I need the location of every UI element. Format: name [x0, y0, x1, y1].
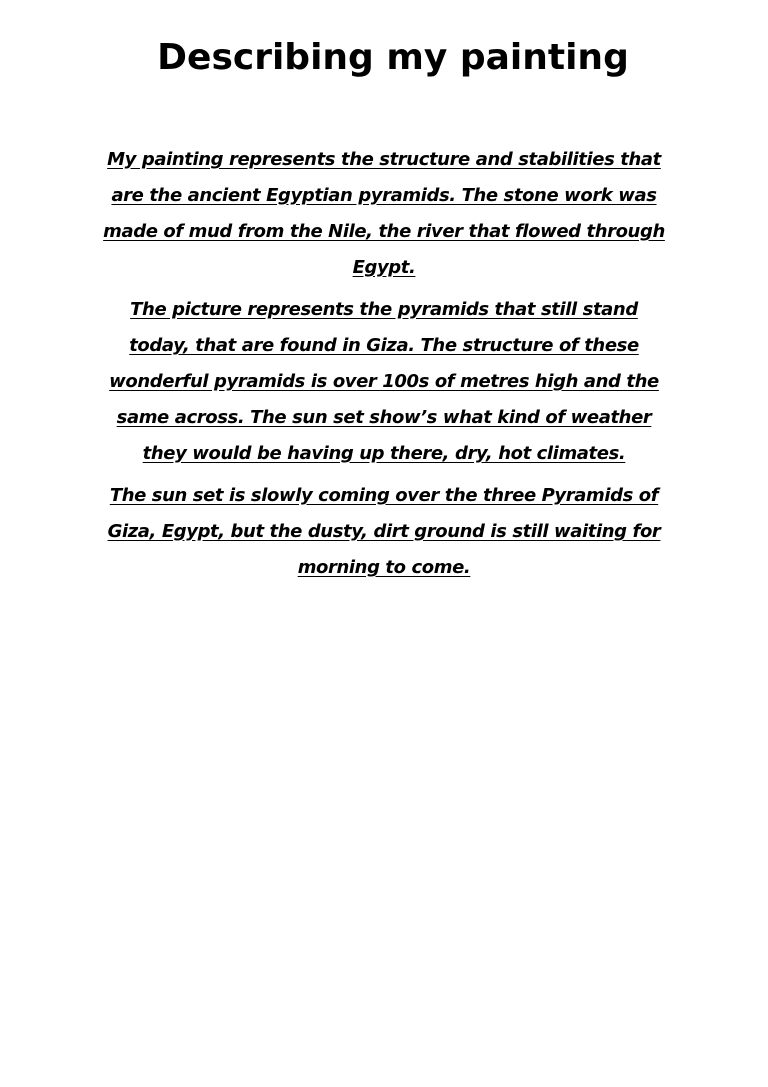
paragraph-2: The picture represents the pyramids that still stand today, that are found in Giza. The structure of these wonderful pyramids is over 100s of metres high and the same across. The sun set show’s what kind of weather they would be having up there, dry, hot climates. — [109, 299, 659, 464]
paragraph-1: My painting represents the structure and stabilities that are the ancient Egyptian pyramids. The stone work was made of mud from the Nile, the river that flowed through Egypt. — [103, 149, 665, 278]
paragraph-3: The sun set is slowly coming over the three Pyramids of Giza, Egypt, but the dusty, dirt ground is still waiting for morning to come. — [107, 485, 661, 578]
page-title: Describing my painting — [157, 37, 629, 78]
body-text — [98, 142, 670, 592]
